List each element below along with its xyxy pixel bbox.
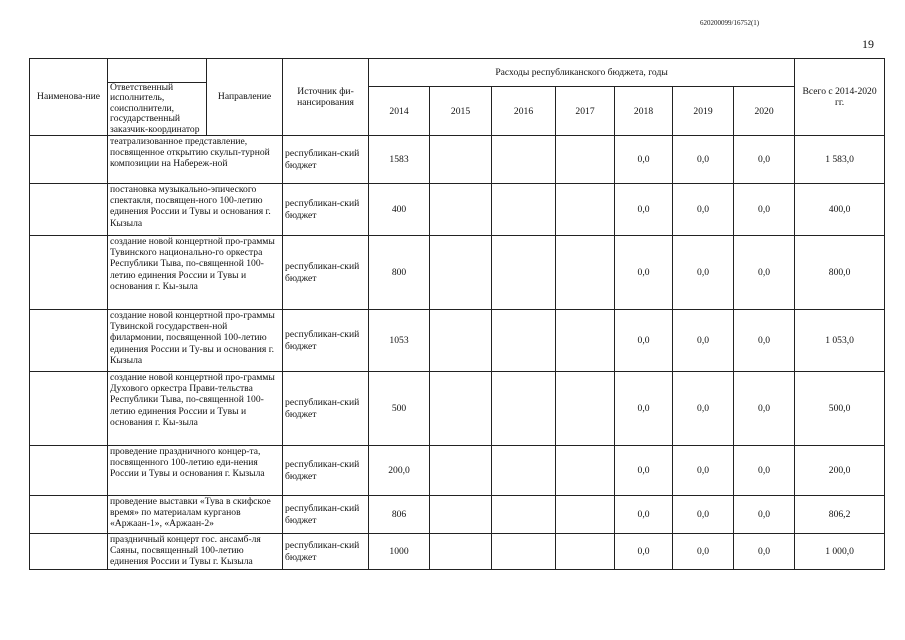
header-year-2016: 2016: [492, 87, 556, 136]
header-direction: Направление: [217, 91, 272, 103]
table-row: [30, 236, 885, 310]
value-cell-2016: [492, 446, 556, 496]
name-cell: [30, 310, 108, 372]
value-cell-2020: 0,0: [734, 184, 795, 236]
header-name: Наименова-ние: [30, 59, 108, 136]
source-cell: республикан-ский бюджет: [283, 136, 369, 184]
source-cell: республикан-ский бюджет: [283, 372, 369, 446]
value-cell-2019: 0,0: [673, 136, 734, 184]
header-responsible-subcell: [108, 59, 206, 83]
total-cell: 1 583,0: [795, 136, 885, 184]
table-row: [30, 136, 885, 184]
activity-cell: создание новой концертной про-граммы Тувинского национально-го оркестра Республики Тыва, по-священной 100-летию единения России и Тувы и основания г. Кы-зыла: [108, 236, 283, 310]
value-cell-2018: 0,0: [615, 136, 673, 184]
header-year-2014: 2014: [369, 87, 430, 136]
value-cell-2017: [556, 496, 615, 534]
header-expenses: Расходы республиканского бюджета, годы: [369, 59, 795, 87]
value-cell-2014: 400: [369, 184, 430, 236]
total-cell: 1 000,0: [795, 534, 885, 570]
header-responsible-cell: [108, 59, 283, 136]
name-cell: [30, 534, 108, 570]
activity-cell: театрализованное представление, посвященное открытию скульп-турной композиции на Набереж-ной: [108, 136, 283, 184]
value-cell-2015: [430, 184, 492, 236]
value-cell-2020: 0,0: [734, 236, 795, 310]
total-cell: 200,0: [795, 446, 885, 496]
value-cell-2019: 0,0: [673, 184, 734, 236]
header-year-2020: 2020: [734, 87, 795, 136]
page-number: 19: [862, 37, 874, 51]
header-total: Всего с 2014-2020 гг.: [795, 59, 885, 136]
value-cell-2016: [492, 236, 556, 310]
header-year-2018: 2018: [615, 87, 673, 136]
total-cell: 800,0: [795, 236, 885, 310]
source-cell: республикан-ский бюджет: [283, 446, 369, 496]
name-cell: [30, 136, 108, 184]
value-cell-2014: 500: [369, 372, 430, 446]
table-body: [30, 136, 885, 570]
value-cell-2020: 0,0: [734, 534, 795, 570]
activity-cell: постановка музыкально-эпического спектакля, посвящен-ного 100-летию единения России и Тувы и основания г. Кызыла: [108, 184, 283, 236]
total-cell: 1 053,0: [795, 310, 885, 372]
table-row: [30, 534, 885, 570]
value-cell-2019: 0,0: [673, 534, 734, 570]
value-cell-2020: 0,0: [734, 446, 795, 496]
value-cell-2015: [430, 310, 492, 372]
value-cell-2018: 0,0: [615, 372, 673, 446]
value-cell-2018: 0,0: [615, 534, 673, 570]
value-cell-2019: 0,0: [673, 446, 734, 496]
value-cell-2019: 0,0: [673, 236, 734, 310]
budget-table: [29, 58, 885, 570]
source-cell: республикан-ский бюджет: [283, 184, 369, 236]
value-cell-2020: 0,0: [734, 372, 795, 446]
header-source: Источник фи-нансирования: [283, 59, 369, 136]
value-cell-2015: [430, 236, 492, 310]
value-cell-2018: 0,0: [615, 310, 673, 372]
header-responsible: Ответственный исполнитель, соисполнители, государственный заказчик-координатор: [110, 81, 200, 135]
activity-cell: создание новой концертной про-граммы Духового оркестра Прави-тельства Республики Тыва, по-священной 100-летию единения России и Тувы и основания г. Кы-зыла: [108, 372, 283, 446]
value-cell-2018: 0,0: [615, 496, 673, 534]
value-cell-2014: 1000: [369, 534, 430, 570]
value-cell-2016: [492, 534, 556, 570]
value-cell-2017: [556, 236, 615, 310]
value-cell-2018: 0,0: [615, 236, 673, 310]
value-cell-2015: [430, 446, 492, 496]
table-row: [30, 184, 885, 236]
source-cell: республикан-ский бюджет: [283, 496, 369, 534]
activity-cell: проведение праздничного концер-та, посвященного 100-летию еди-нения России и Тувы и основания г. Кызыла: [108, 446, 283, 496]
value-cell-2016: [492, 372, 556, 446]
value-cell-2015: [430, 496, 492, 534]
name-cell: [30, 236, 108, 310]
table-row: [30, 310, 885, 372]
total-cell: 400,0: [795, 184, 885, 236]
table-row: [30, 372, 885, 446]
name-cell: [30, 446, 108, 496]
value-cell-2015: [430, 136, 492, 184]
value-cell-2019: 0,0: [673, 496, 734, 534]
value-cell-2014: 200,0: [369, 446, 430, 496]
value-cell-2018: 0,0: [615, 184, 673, 236]
value-cell-2020: 0,0: [734, 136, 795, 184]
value-cell-2019: 0,0: [673, 310, 734, 372]
value-cell-2014: 1583: [369, 136, 430, 184]
value-cell-2017: [556, 372, 615, 446]
value-cell-2015: [430, 534, 492, 570]
header-year-2019: 2019: [673, 87, 734, 136]
name-cell: [30, 184, 108, 236]
value-cell-2014: 1053: [369, 310, 430, 372]
table-header: [30, 59, 885, 136]
document-number: 620200099/16752(1): [700, 19, 760, 27]
value-cell-2020: 0,0: [734, 310, 795, 372]
value-cell-2017: [556, 310, 615, 372]
value-cell-2017: [556, 446, 615, 496]
value-cell-2017: [556, 184, 615, 236]
value-cell-2017: [556, 136, 615, 184]
value-cell-2015: [430, 372, 492, 446]
value-cell-2018: 0,0: [615, 446, 673, 496]
activity-cell: праздничный концерт гос. ансамб-ля Саяны, посвященный 100-летию единения России и Тувы г. Кызыла: [108, 534, 283, 570]
source-cell: республикан-ский бюджет: [283, 310, 369, 372]
value-cell-2014: 806: [369, 496, 430, 534]
header-year-2017: 2017: [556, 87, 615, 136]
header-year-2015: 2015: [430, 87, 492, 136]
total-cell: 500,0: [795, 372, 885, 446]
activity-cell: проведение выставки «Тува в скифское время» по материалам курганов «Аржаан-1», «Аржаан-2»: [108, 496, 283, 534]
total-cell: 806,2: [795, 496, 885, 534]
name-cell: [30, 496, 108, 534]
table-row: [30, 446, 885, 496]
value-cell-2017: [556, 534, 615, 570]
value-cell-2019: 0,0: [673, 372, 734, 446]
name-cell: [30, 372, 108, 446]
table-row: [30, 496, 885, 534]
value-cell-2020: 0,0: [734, 496, 795, 534]
source-cell: республикан-ский бюджет: [283, 534, 369, 570]
value-cell-2014: 800: [369, 236, 430, 310]
value-cell-2016: [492, 184, 556, 236]
value-cell-2016: [492, 496, 556, 534]
value-cell-2016: [492, 136, 556, 184]
value-cell-2016: [492, 310, 556, 372]
source-cell: республикан-ский бюджет: [283, 236, 369, 310]
activity-cell: создание новой концертной про-граммы Тувинской государствен-ной филармонии, посвященной 100-летию единения России и Ту-вы и основания г. Кызыла: [108, 310, 283, 372]
